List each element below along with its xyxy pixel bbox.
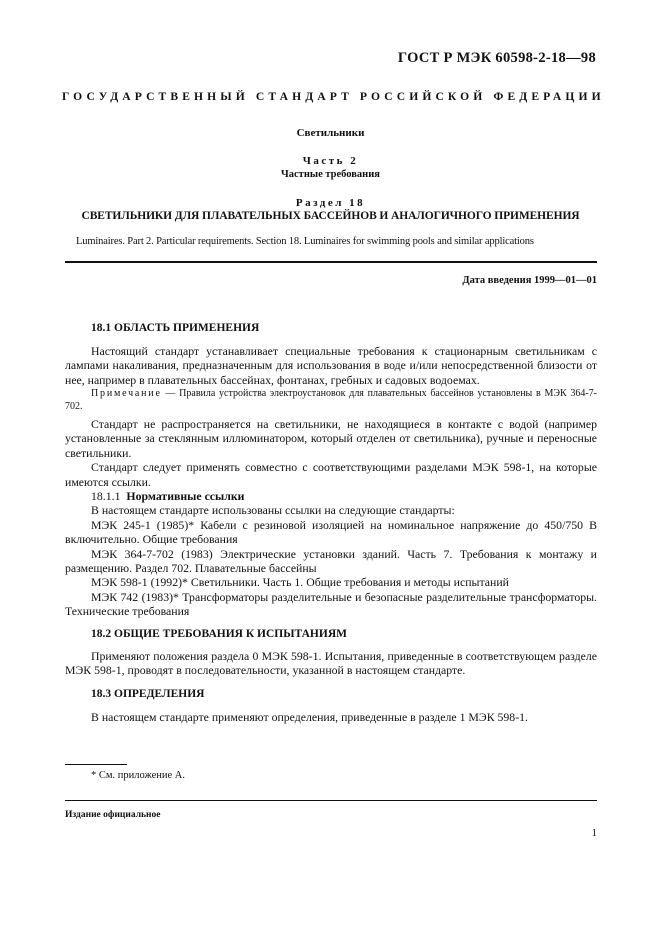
section-18-3-heading: 18.3 ОПРЕДЕЛЕНИЯ [91,688,205,700]
section-18-2-heading: 18.2 ОБЩИЕ ТРЕБОВАНИЯ К ИСПЫТАНИЯМ [91,628,347,640]
note-label: Примечание [91,388,162,399]
footer-divider [65,800,597,801]
section-18-1-body [65,417,597,619]
title-divider [65,261,597,263]
topic-title: Светильники [296,127,365,139]
note-text: — Правила устройства электроустановок для плавательных бассейнов установлены в МЭК 364-7-702. [65,388,597,412]
scope-paragraph: Настоящий стандарт устанавливает специальные требования к стационарным светильникам с лампами накаливания, предназначенным для использования в воде и/или непосредственной близости от нее, например в плавательных бассейнах, фонтанах, гребных и садовых водоемах. [65,344,597,387]
federation-title: ГОСУДАРСТВЕННЫЙ СТАНДАРТ РОССИЙСКОЙ ФЕДЕРАЦИИ [62,90,605,103]
exclusion-paragraph: Стандарт не распространяется на светильники, не находящиеся в контакте с водой (например установленные за стеклянным иллюминатором, который отделен от светильника), ручные и переносные светильники. [65,417,597,460]
section-18-3-body [65,710,597,724]
section-label: Раздел 18 [295,197,366,209]
edition-label: Издание официальное [65,810,161,820]
part-label: Часть 2 [302,155,359,167]
intro-date: Дата введения 1999—01—01 [462,275,597,286]
section-18-1-heading: 18.1 ОБЛАСТЬ ПРИМЕНЕНИЯ [91,322,260,334]
page-number: 1 [591,827,597,839]
note-paragraph [65,388,597,413]
subsection-heading [65,489,597,503]
english-title: Luminaires. Part 2. Particular requirements. Section 18. Luminaires for swimming pools and similar applications [76,236,534,247]
reference-item: МЭК 364-7-702 (1983) Электрические установки зданий. Часть 7. Требования к монтажу и размещению. Раздел 702. Плавательные бассейны [65,546,597,576]
section-18-2-body [65,649,597,678]
standard-number: ГОСТ Р МЭК 60598-2-18—98 [397,50,596,66]
footnote: * См. приложение А. [91,770,185,781]
references-intro: В настоящем стандарте использованы ссылки на следующие стандарты: [91,503,455,518]
section-18-1-intro [65,344,597,387]
reference-item: МЭК 245-1 (1985)* Кабели с резиновой изоляцией на номинальное напряжение до 450/750 В включительно. Общие требования [65,517,597,547]
subsection-number: 18.1.1 [91,489,121,504]
subsection-title: Нормативные ссылки [126,489,245,504]
reference-item: МЭК 598-1 (1992)* Светильники. Часть 1. Общие требования и методы испытаний [91,575,509,590]
section-title: СВЕТИЛЬНИКИ ДЛЯ ПЛАВАТЕЛЬНЫХ БАССЕЙНОВ И АНАЛОГИЧНОГО ПРИМЕНЕНИЯ [81,210,580,222]
reference-item: МЭК 742 (1983)* Трансформаторы разделительные и безопасные разделительные трансформаторы. Технические требования [65,589,597,619]
definitions-paragraph: В настоящем стандарте применяют определения, приведенные в разделе 1 МЭК 598-1. [91,710,528,724]
note-block [65,388,597,413]
part-title: Частные требования [281,169,380,180]
application-paragraph: Стандарт следует применять совместно с соответствующими разделами МЭК 598-1, на которые имеются ссылки. [65,460,597,489]
tests-paragraph: Применяют положения раздела 0 МЭК 598-1. Испытания, приведенные в соответствующем разделе МЭК 598-1, проводят в последовательности, указанной в настоящем стандарте. [65,649,597,678]
footnote-divider [65,764,127,765]
